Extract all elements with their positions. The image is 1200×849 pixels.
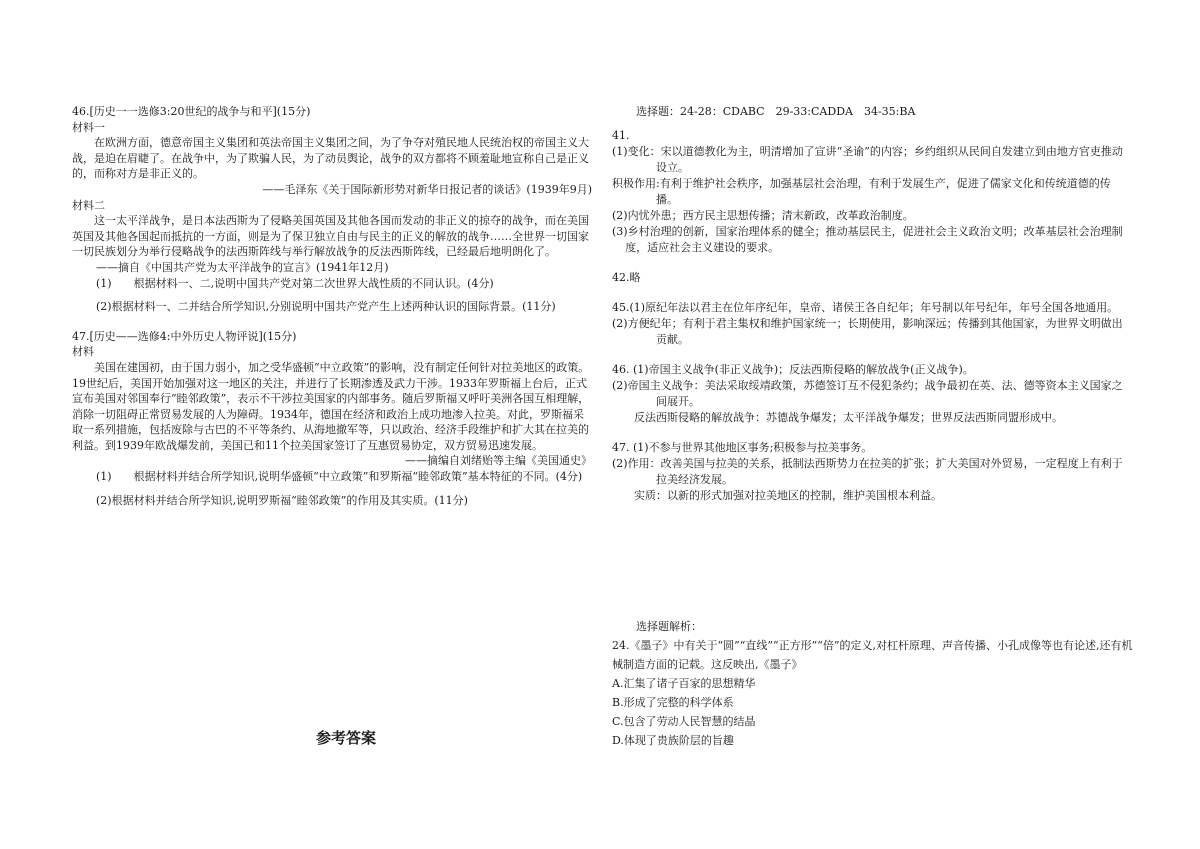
q46-material1-source: ——毛泽东《关于国际新形势对新华日报记者的谈话》(1939年9月) (262, 182, 592, 196)
q47-question2: (2)根据材料并结合所学知识,说明罗斯福“睦邻政策”的作用及其实质。(11分) (96, 493, 468, 507)
right-column (612, 104, 1132, 504)
analysis-q24: 24.《墨子》中有关于“圆”“直线”“正方形”“倍”的定义,对杠杆原理、声音传播、小孔成像等也有论述,还有机械制造方面的记载。这反映出,《墨子》 (612, 639, 1133, 671)
answer-41-line3: (2)内忧外患；西方民主思想传播；清末新政，改革政治制度。 (612, 209, 914, 222)
q46-material1-text: 在欧洲方面，德意帝国主义集团和英法帝国主义集团之间，为了争夺对殖民地人民统治权的帝国主义大战，是迫在眉睫了。在战争中，为了欺骗人民，为了动员舆论，战争的双方都将不顾羞耻地宣称自己是正义的，而称对方是非正义的。 (72, 136, 589, 181)
analysis-option-c: C.包含了劳动人民智慧的结晶 (612, 715, 756, 728)
q47-material-text: 美国在建国初，由于国力弱小，加之受华盛顿“中立政策”的影响，没有制定任何针对拉美地区的政策。19世纪后，美国开始加强对这一地区的关注，并进行了长期渗透及武力干涉。1933年罗斯福上台后，正式宣布美国对邻国奉行“睦邻政策”，表示不干涉拉美国家的内部事务。随后罗斯福又呼吁美洲各国互相理解，消除一切阻碍正常贸易发展的人为障碍。1934年，德国在经济和政治上成功地渗入拉美。对此，罗斯福采取一系列措施，包括废除与古巴的不平等条约、从海地撤军等，只以政治、经济手段维护和扩大其在拉美的利益。到1939年欧战爆发前，美国已和11个拉美国家签订了互惠贸易协定，双方贸易迅速发展。 (72, 360, 590, 452)
q47-material-source: ——摘编自刘绪贻等主编《美国通史》 (405, 454, 592, 468)
analysis-option-a: A.汇集了诸子百家的思想精华 (612, 677, 756, 690)
analysis-option-d: D.体现了贵族阶层的旨趣 (612, 734, 734, 747)
answer-45-line2: (2)方便纪年；有利于君主集权和维护国家统一；长期使用，影响深远；传播到其他国家，为世界文明做出贡献。 (612, 317, 1123, 346)
q46-question2: (2)根据材料一、二并结合所学知识,分别说明中国共产党产生上述两种认识的国际背景。(11分) (96, 300, 556, 314)
q46-question1: (1) 根据材料一、二,说明中国共产党对第二次世界大战性质的不同认识。(4分) (96, 276, 494, 290)
q46-material2-source: ——摘自《中国共产党为太平洋战争的宣言》(1941年12月) (96, 260, 389, 274)
answer-41-line4: (3)乡村治理的创新，国家治理体系的健全；推动基层民主，促进社会主义政治文明；改革基层社会治理制度，适应社会主义建设的要求。 (612, 225, 1123, 254)
choice-answers: 选择题：24-28：CDABC 29-33:CADDA 34-35:BA (636, 105, 916, 118)
q47-heading: 47.[历史——选修4:中外历史人物评说](15分) (72, 329, 297, 343)
answer-41-number: 41. (612, 129, 630, 142)
answer-45-line1: 45.(1)原纪年法以君主在位年序纪年，皇帝、诸侯王各自纪年；年号制以年号纪年，年号全国各地通用。 (612, 301, 1119, 314)
answer-41-line1: (1)变化：宋以道德教化为主，明清增加了宣讲“圣谕”的内容；乡约组织从民间自发建立到由地方官吏推动设立。 (612, 145, 1123, 174)
q46-material2-text: 这一太平洋战争，是日本法西斯为了侵略美国英国及其他各国而发动的非正义的掠夺的战争，而在美国英国及其他各国起而抵抗的一方面，则是为了保卫独立自由与民主的正义的解放的战争……全世界一切国家一切民族划分为举行侵略战争的法西斯阵线与举行解放战争的反法西斯阵线，已经最后地明朗化了。 (72, 214, 589, 259)
answer-46-line3: 反法西斯侵略的解放战争：苏德战争爆发；太平洋战争爆发；世界反法西斯同盟形成中。 (634, 411, 1063, 424)
q46-material2-label: 材料二 (72, 198, 105, 212)
answer-title: 参考答案 (316, 729, 377, 747)
answer-46-line2: (2)帝国主义战争：美法采取绥靖政策，苏德签订互不侵犯条约；战争最初在英、法、德等资本主义国家之间展开。 (612, 379, 1123, 408)
answer-47-line2: (2)作用：改善美国与拉美的关系，抵制法西斯势力在拉美的扩张；扩大美国对外贸易，一定程度上有利于拉美经济发展。 (612, 457, 1123, 486)
answer-41-line2: 积极作用:有利于维护社会秩序，加强基层社会治理，有利于发展生产，促进了儒家文化和传统道德的传播。 (612, 177, 1111, 206)
answer-47-line1: 47. (1)不参与世界其他地区事务;积极参与拉美事务。 (612, 441, 873, 454)
q46-material1-label: 材料一 (72, 120, 105, 134)
analysis-title: 选择题解析： (636, 620, 702, 633)
left-column (72, 104, 592, 508)
answer-47-line3: 实质：以新的形式加强对拉美地区的控制，维护美国根本利益。 (634, 489, 942, 502)
analysis-option-b: B.形成了完整的科学体系 (612, 696, 734, 709)
answer-46-line1: 46. (1)帝国主义战争(非正义战争)；反法西斯侵略的解放战争(正义战争)。 (612, 363, 974, 376)
q47-material-label: 材料 (72, 345, 94, 359)
answer-42: 42.略 (612, 271, 641, 284)
choice-analysis (612, 617, 1142, 750)
q46-heading: 46.[历史一一选修3:20世纪的战争与和平](15分) (72, 105, 311, 118)
q47-question1: (1) 根据材料并结合所学知识,说明华盛顿“中立政策”和罗斯福“睦邻政策”基本特征的不同。(4分) (96, 470, 583, 484)
